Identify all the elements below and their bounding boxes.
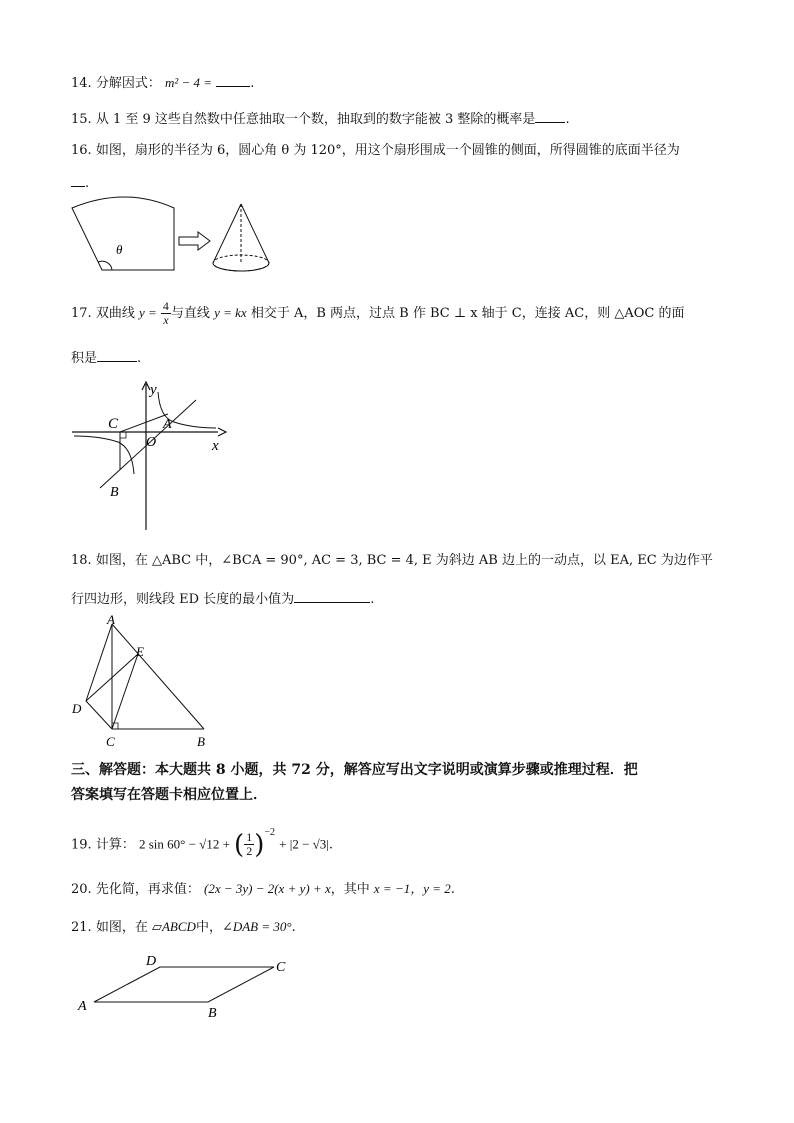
question-17: 17. 双曲线 y = $\frac{4}{x}$ 与直线 y = kx 相交于 A，B 两点，过点 B 作 BC ⊥ x 轴于 C，连接 AC，则 △AOC 的面 <box>71 299 685 327</box>
question-number: 18. <box>71 553 92 568</box>
section-heading-line2: 答案填写在答题卡相应位置上． <box>71 787 267 803</box>
cone-figure <box>210 202 274 276</box>
question-number: 14. <box>71 76 92 91</box>
theta-label: θ <box>116 242 123 257</box>
point-b-label: B <box>110 485 119 500</box>
condition: x = −1，y = 2 <box>373 881 451 896</box>
point-c-label: C <box>106 734 115 749</box>
y-axis-label: y <box>150 382 157 398</box>
point-a-label: A <box>163 417 172 432</box>
question-16 <box>71 142 680 160</box>
question-number: 16. <box>71 143 92 158</box>
question-text: 从 1 至 9 这些自然数中任意抽取一个数，抽取到的数字能被 3 整除的概率是 <box>95 112 536 127</box>
question-20: 20. 先化简，再求值： (2x − 3y) − 2(x + y) + x，其中 x = −1，y = 2. <box>71 881 455 897</box>
question-18 <box>71 552 713 570</box>
hyperbola-figure <box>70 378 240 538</box>
question-number: 19. <box>71 837 92 853</box>
question-number: 17. <box>71 306 92 321</box>
question-text: 如图，扇形的半径为 6，圆心角 θ 为 120°，用这个扇形围成一个圆锥的侧面，所得圆锥的底面半径为 <box>95 143 680 158</box>
point-e-label: E <box>136 644 144 659</box>
math-expression: (2x − 3y) − 2(x + y) + x <box>203 881 331 896</box>
answer-blank <box>97 349 137 362</box>
answer-blank <box>71 174 85 187</box>
origin-label: O <box>146 435 157 450</box>
math-expression: ∠DAB = 30° <box>221 919 292 934</box>
question-21: 21. 如图，在 ▱ABCD中，∠DAB = 30°. <box>71 919 296 935</box>
answer-blank <box>535 110 565 123</box>
question-number: 21. <box>71 920 92 935</box>
fraction: $\frac{1}{2}$ <box>246 830 253 859</box>
point-c-label: C <box>276 960 286 975</box>
section-heading: 三、解答题：本大题共 8 小题，共 72 分，解答应写出文字说明或演算步骤或推理过程．把 <box>71 762 638 778</box>
question-14: 14. 分解因式： m² − 4 = . <box>71 75 255 91</box>
arrow-icon <box>178 231 212 251</box>
triangle-figure <box>70 612 220 751</box>
question-number: 15. <box>71 112 92 127</box>
point-a-label: A <box>107 612 115 627</box>
question-number: 20. <box>71 882 92 897</box>
answer-blank <box>216 74 250 87</box>
x-axis-label: x <box>212 438 219 454</box>
point-d-label: D <box>72 701 82 716</box>
question-text: 如图，在 △ABC 中，∠BCA = 90°, AC = 3, BC = 4, E 为斜边 AB 边上的一动点，以 EA, EC 为边作平 <box>95 553 713 568</box>
math-expression: 2 sin 60° − √12 + <box>138 836 230 852</box>
math-expression: + |2 − √3| <box>279 836 329 852</box>
math-expression: m² − 4 = <box>164 75 213 90</box>
point-b-label: B <box>208 1006 217 1021</box>
point-a-label: A <box>78 999 87 1014</box>
question-text: 分解因式： <box>95 76 161 91</box>
point-d-label: D <box>146 954 157 969</box>
question-16-line2: . <box>71 174 89 193</box>
question-17-line2: 积是 . <box>71 351 142 366</box>
point-b-label: B <box>197 734 205 749</box>
question-15: 15. 从 1 至 9 这些自然数中任意抽取一个数，抽取到的数字能被 3 整除的概率是 . <box>71 112 570 127</box>
question-19: 19. 计算： 2 sin 60° − √12 + ( $\frac{1}{2}$ )$^{-2}$ + |2 − √3|. <box>71 827 334 860</box>
point-c-label-visible: C <box>108 416 119 432</box>
question-18-line2: 行四边形，则线段 ED 长度的最小值为 . <box>71 592 375 607</box>
answer-blank <box>294 590 370 603</box>
parallelogram-figure <box>74 950 304 1025</box>
fraction: $\frac{4}{x}$ <box>162 299 169 327</box>
